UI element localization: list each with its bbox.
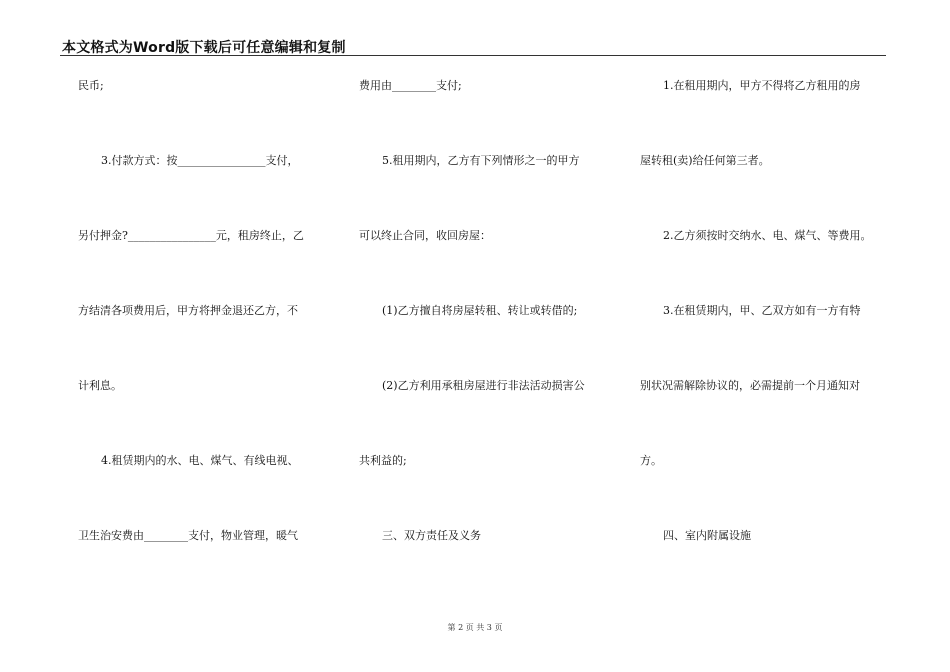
section-heading: 四、室内附属设施 (663, 529, 751, 542)
text-line: 民币; (78, 79, 104, 92)
text-line: 3.在租赁期内，甲、乙双方如有一方有特 (663, 304, 861, 317)
text-line: 另付押金?________________元，租房终止，乙 (78, 229, 304, 242)
text-line: (1)乙方擅自将房屋转租、转让或转借的; (382, 304, 578, 317)
text-line: 方。 (640, 454, 662, 467)
text-line: 1.在租用期内，甲方不得将乙方租用的房 (663, 79, 861, 92)
text-line: 2.乙方须按时交纳水、电、煤气、等费用。 (663, 229, 872, 242)
text-line: 可以终止合同，收回房屋： (359, 229, 491, 242)
text-line: 4.租赁期内的水、电、煤气、有线电视、 (101, 454, 299, 467)
text-line: 卫生治安费由________支付，物业管理，暖气 (78, 529, 298, 542)
text-line: 共利益的; (359, 454, 407, 467)
page-number: 第 2 页 共 3 页 (447, 623, 503, 632)
text-line: 费用由________支付; (359, 79, 462, 92)
header-title: 本文格式为Word版下载后可任意编辑和复制 (62, 40, 346, 56)
section-heading: 三、双方责任及义务 (382, 529, 481, 542)
text-line: 别状况需解除协议的，必需提前一个月通知对 (640, 379, 860, 392)
text-line: 计利息。 (78, 379, 122, 392)
header-rule (60, 55, 886, 56)
text-line: 方结清各项费用后，甲方将押金退还乙方，不 (78, 304, 298, 317)
text-line: 屋转租(卖)给任何第三者。 (640, 154, 770, 167)
text-line: 5.租用期内，乙方有下列情形之一的甲方 (382, 154, 580, 167)
text-line: 3.付款方式：按________________支付， (101, 154, 299, 167)
text-line: (2)乙方利用承租房屋进行非法活动损害公 (382, 379, 585, 392)
